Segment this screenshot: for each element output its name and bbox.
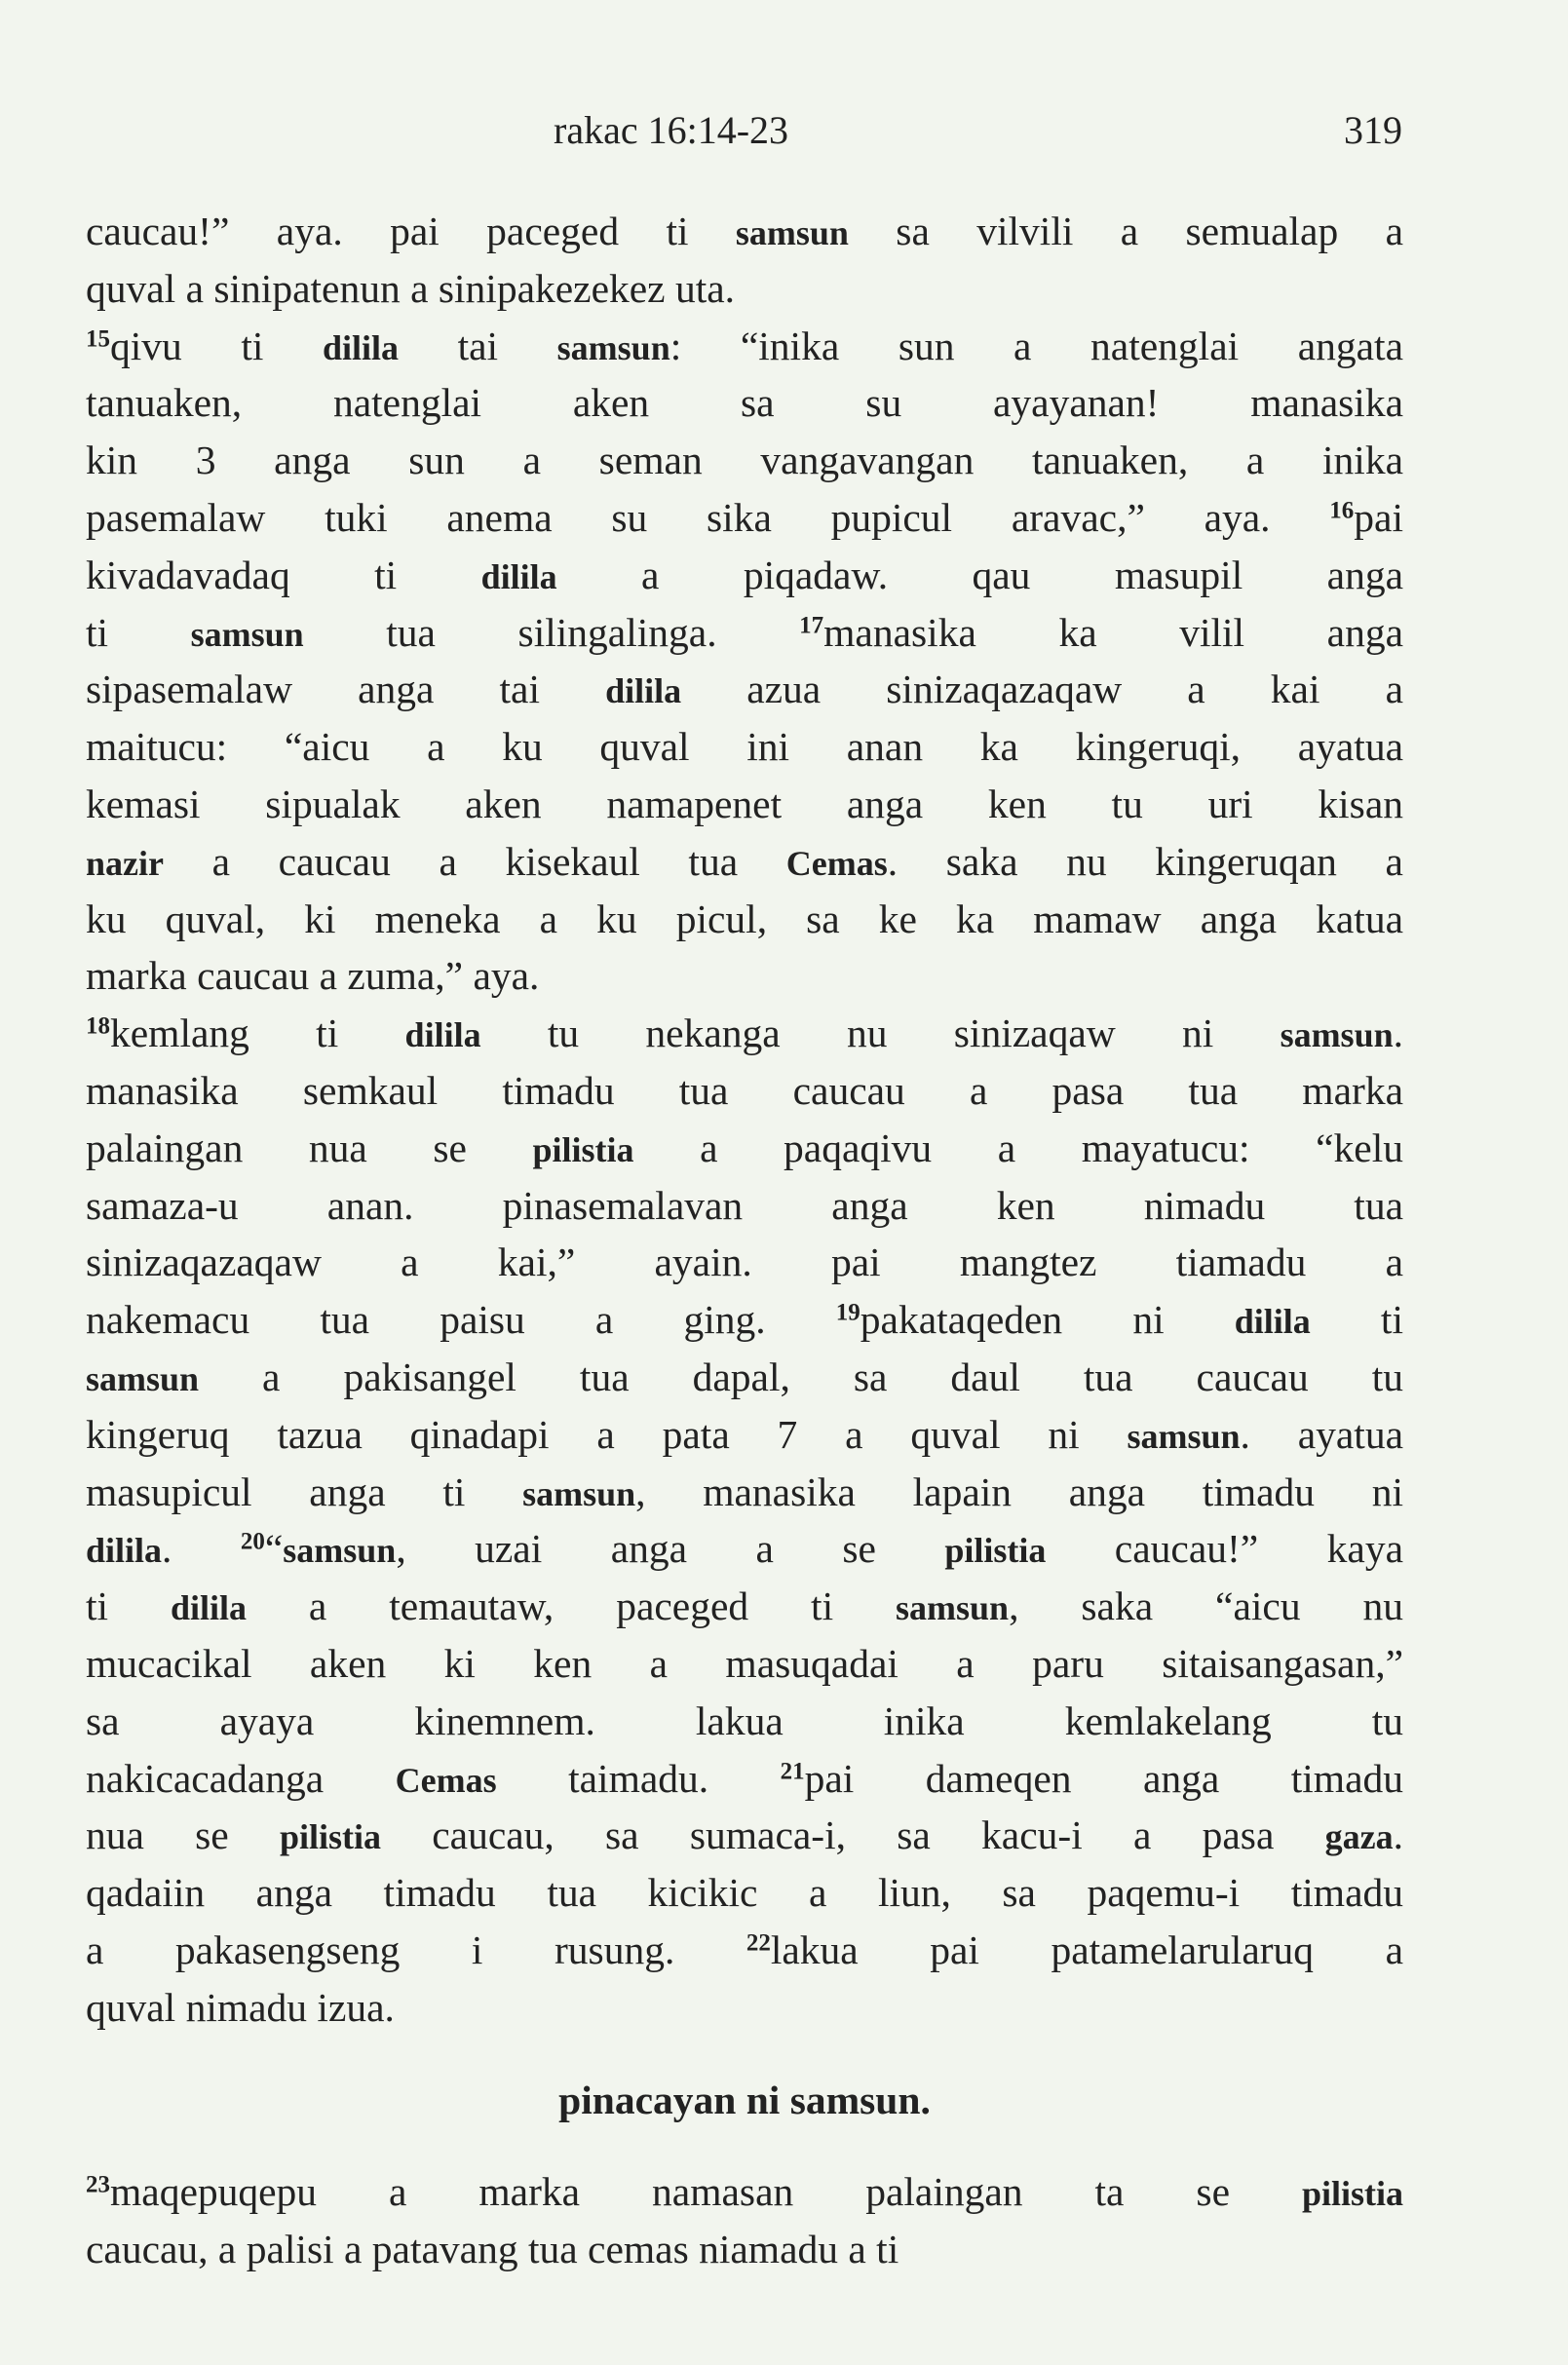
text-segment: . ayatua [1240,1411,1403,1457]
text-segment: caucau!” aya. pai paceged ti [86,209,736,253]
proper-name: samsun [1127,1416,1241,1456]
text-segment: samaza-u anan. pinasemalavan anga ken nimadu tua [86,1182,1403,1228]
proper-name: samsun [522,1473,636,1513]
text-segment: . [1393,1011,1403,1056]
text-segment: a caucau a kisekaul tua [163,838,786,884]
proper-name: samsun [896,1588,1010,1628]
text-segment: manasika semkaul timadu tua caucau a pasa tua marka [86,1067,1403,1113]
section-gap [86,2128,1403,2163]
proper-name: pilistia [944,1531,1047,1571]
proper-name: samsun [283,1531,397,1571]
text-line [86,1807,1403,1864]
text-segment: ti [1310,1297,1403,1343]
section-gap [86,2037,1403,2072]
text-segment: manasika ka vilil anga [823,609,1403,655]
text-segment: nakemacu tua paisu a ging. [86,1297,836,1343]
text-segment: kemlang ti [110,1011,405,1056]
verse-number: 20 [240,1528,265,1555]
text-segment: a temautaw, paceged ti [247,1583,897,1629]
text-segment: ti [86,1583,171,1629]
verse-number: 17 [799,611,824,638]
proper-name: pilistia [279,1817,381,1857]
section-heading [86,2072,1403,2129]
text-line [86,1520,1403,1578]
proper-name: samsun [556,327,670,367]
text-segment: “ [264,1526,284,1572]
text-segment: nakicacadanga [86,1755,396,1801]
text-segment: tua silingalinga. [303,609,800,655]
text-line [86,661,1403,718]
text-line [86,776,1403,833]
running-head: rakac 16:14-23 [554,108,789,152]
proper-name: dilila [86,1531,163,1571]
text-segment: pakataqeden ni [860,1297,1235,1343]
text-segment: sipasemalaw anga tai [86,667,606,712]
text-line [86,1693,1403,1750]
text-segment: kingeruq tazua qinadapi a pata 7 a quval ni [86,1411,1128,1457]
text-segment: caucau, sa sumaca-i, sa kacu-i a pasa [381,1812,1325,1858]
text-segment: qadaiin anga timadu tua kicikic a liun, sa paqemu-i timadu [86,1870,1403,1916]
text-segment: , uzai anga a se [396,1526,945,1572]
proper-name: pilistia [1301,2174,1403,2214]
text-line [86,718,1403,776]
text-segment: nua se [86,1812,280,1858]
text-line [86,1234,1403,1291]
text-line [86,547,1403,604]
text-line [86,1177,1403,1235]
text-segment: ku quval, ki meneka a ku picul, sa ke ka mamaw anga katua [86,896,1403,941]
text-segment: , saka “aicu nu [1009,1583,1403,1629]
text-line [86,1120,1403,1177]
text-line [86,260,1403,318]
text-line [86,1291,1403,1349]
text-line [86,1635,1403,1693]
verse-number: 21 [780,1757,805,1784]
verse-number: 18 [86,1012,110,1040]
text-segment: caucau, a palisi a patavang tua cemas niamadu a ti [86,2227,899,2272]
text-line [86,1464,1403,1521]
text-line [86,2221,1403,2278]
text-segment: pasemalaw tuki anema su sika pupicul aravac,” aya. [86,494,1330,540]
text-segment: pinacayan ni samsun. [558,2077,931,2122]
text-line [86,1922,1403,1979]
text-segment: quval nimadu izua. [86,1984,395,2030]
proper-name: dilila [605,671,682,711]
proper-name: pilistia [532,1129,634,1169]
text-segment: taimadu. [496,1755,781,1801]
text-line [86,947,1403,1005]
body-text [86,203,1403,2278]
text-segment: masupicul anga ti [86,1469,523,1514]
text-segment: kin 3 anga sun a seman vangavangan tanuaken, a inika [86,438,1403,483]
text-segment: a paqaqivu a mayatucu: “kelu [633,1125,1403,1170]
text-segment: lakua pai patamelarularuq a [770,1926,1403,1972]
text-line [86,1005,1403,1062]
text-segment: a pakisangel tua dapal, sa daul tua caucau tu [199,1354,1403,1399]
proper-name: dilila [1234,1302,1311,1342]
text-line [86,1349,1403,1406]
text-segment: palaingan nua se [86,1125,533,1170]
proper-name: dilila [480,556,557,596]
text-segment: kemasi sipualak aken namapenet anga ken tu uri kisan [86,781,1403,826]
text-segment: mucacikal aken ki ken a masuqadai a paru sitaisangasan,” [86,1640,1403,1686]
proper-name: samsun [86,1358,200,1398]
text-segment: marka caucau a zuma,” aya. [86,953,540,999]
text-segment: sa vilvili a semualap a [848,209,1403,253]
proper-name: dilila [323,327,400,367]
text-segment: quval a sinipatenun a sinipakezekez uta. [86,265,736,311]
text-segment: a pakasengseng i rusung. [86,1926,746,1972]
text-segment: caucau!” kaya [1046,1526,1403,1572]
proper-name: samsun [1280,1015,1394,1055]
text-segment: sa ayaya kinemnem. lakua inika kemlakelang tu [86,1697,1403,1743]
proper-name: nazir [86,843,164,883]
verse-number: 19 [835,1299,860,1326]
text-line [86,1062,1403,1120]
text-segment: ti [86,609,191,655]
text-line [86,318,1403,375]
text-line [86,1864,1403,1922]
proper-name: Cemas [395,1760,497,1800]
text-segment: maqepuqepu a marka namasan palaingan ta se [110,2169,1302,2215]
text-segment: azua sinizaqazaqaw a kai a [681,667,1403,712]
verse-number: 23 [86,2171,110,2198]
verse-number: 16 [1329,497,1355,524]
text-segment: . [1393,1812,1403,1858]
proper-name: dilila [404,1015,481,1055]
text-line [86,203,1403,260]
verse-number: 15 [86,324,110,352]
proper-name: dilila [170,1588,248,1628]
text-line [86,432,1403,489]
text-segment: tu nekanga nu sinizaqaw ni [480,1011,1281,1056]
text-line [86,833,1403,891]
text-line [86,374,1403,432]
proper-name: samsun [735,213,849,252]
text-segment: pai [1354,494,1403,540]
text-segment: , manasika lapain anga timadu ni [635,1469,1403,1514]
text-segment: tanuaken, natenglai aken sa su ayayanan! manasika [86,380,1403,426]
text-line [86,604,1403,662]
proper-name: gaza [1324,1817,1394,1857]
page-number: 319 [1344,108,1402,152]
text-segment: a piqadaw. qau masupil anga [556,552,1403,597]
text-line [86,1979,1403,2037]
text-segment: . saka nu kingeruqan a [887,838,1403,884]
proper-name: samsun [190,614,304,654]
text-line [86,1750,1403,1808]
text-segment: sinizaqazaqaw a kai,” ayain. pai mangtez tiamadu a [86,1240,1403,1285]
text-line [86,1406,1403,1464]
text-segment: kivadavadaq ti [86,552,481,597]
text-segment: pai dameqen anga timadu [804,1755,1403,1801]
text-line [86,1578,1403,1635]
verse-number: 22 [746,1929,771,1957]
text-segment: tai [399,323,557,368]
text-line [86,489,1403,547]
text-segment: maitucu: “aicu a ku quval ini anan ka kingeruqi, ayatua [86,724,1403,770]
page-header [0,97,1568,156]
text-segment: . [162,1526,241,1572]
proper-name: Cemas [785,843,888,883]
text-segment: : “inika sun a natenglai angata [669,323,1403,368]
text-segment: qivu ti [110,323,323,368]
text-line [86,2163,1403,2221]
text-line [86,891,1403,948]
